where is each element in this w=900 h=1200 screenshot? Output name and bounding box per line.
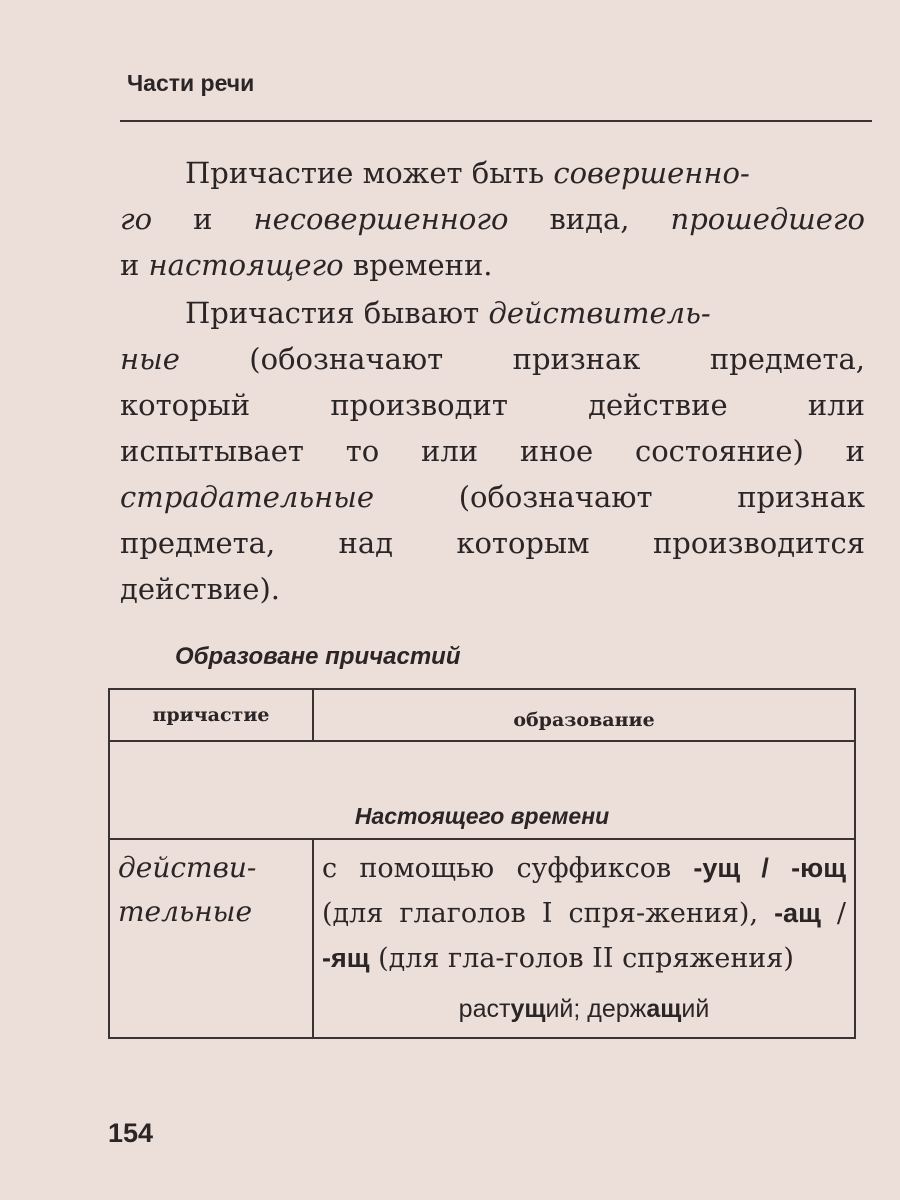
text-line: го и несовершенного вида, прошедшего — [120, 202, 865, 236]
text-line: ные (обозначают признак предмета, — [120, 342, 865, 376]
column-header: причастие — [109, 689, 313, 741]
formation-cell — [313, 839, 855, 1038]
section-heading: Настоящего времени — [109, 741, 855, 839]
header-rule — [120, 120, 872, 122]
example-text: растущий; держащий — [458, 995, 710, 1023]
table-header-row — [109, 689, 855, 741]
text-line: и настоящего времени. — [120, 248, 493, 282]
text-line: действие). — [120, 572, 280, 606]
text-line: испытывает то или иное состояние) и — [120, 434, 865, 468]
text-line: Причастия бывают действитель- — [185, 296, 711, 330]
table-title: Образоване причастий — [175, 643, 461, 670]
text-line: предмета, над которым производится — [120, 526, 865, 560]
text-line: Причастие может быть совершенно- — [185, 156, 750, 190]
formation-text: с помощью суффиксов -ущ / -ющ (для глаголов I спря-жения), -ащ / -ящ (для гла-голов II спряжения) — [322, 853, 846, 974]
section-title: Части речи — [127, 70, 255, 96]
paragraph-2 — [120, 290, 865, 612]
text-line: страдательные (обозначают признак — [120, 480, 865, 514]
column-header: образование — [313, 689, 855, 741]
paragraph-1 — [120, 150, 865, 288]
participle-table — [108, 688, 856, 1039]
page-number: 154 — [108, 1118, 154, 1148]
table-row — [109, 839, 855, 1038]
table-section-row — [109, 741, 855, 839]
participle-type: действи- тельные — [109, 839, 313, 1038]
text-line: который производит действие или — [120, 388, 865, 422]
